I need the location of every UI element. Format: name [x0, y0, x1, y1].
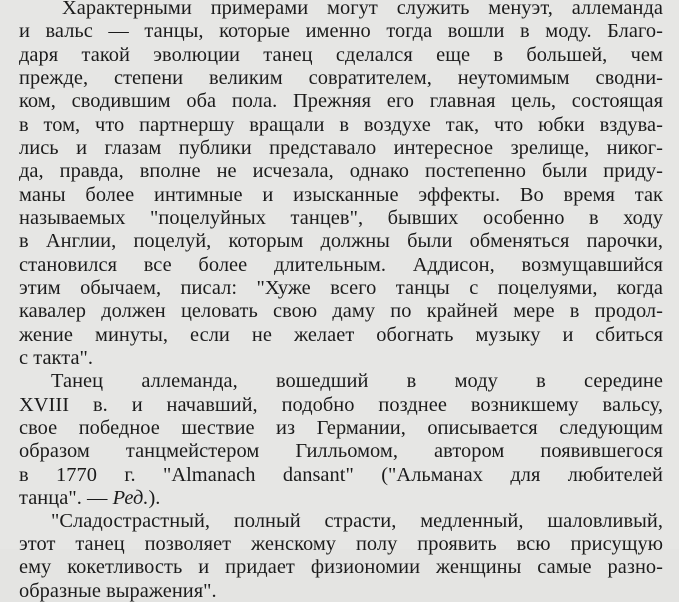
editor-note: Ред. [112, 487, 149, 509]
text-line: Танец аллеманда, вошедший в моду в середине [51, 370, 663, 392]
text-line: с такта". [19, 347, 94, 369]
text-line: "Сладострастный, полный страсти, медленный, шаловливый, [51, 510, 663, 532]
text-line: лись и глазам публики представало интересное зрелище, никог- [19, 137, 663, 159]
text-fragment: ). [148, 487, 161, 509]
text-line: ему кокетливость и придает физиономии женщины самые разно- [19, 556, 663, 578]
text-line: даря такой эволюции танец сделался еще в большей, чем [19, 44, 663, 66]
text-fragment: танца". — [19, 487, 113, 509]
text-line: в том, что партнершу вращали в воздухе так, что юбки вздува- [19, 114, 663, 136]
text-line: маны более интимные и изысканные эффекты. Во время так [19, 184, 663, 206]
text-line: XVIII в. и начавший, подобно позднее возникшему вальсу, [19, 394, 663, 416]
text-line: и вальс — танцы, которые именно тогда вошли в моду. Благо- [19, 20, 663, 42]
text-line: Характерными примерами могут служить менуэт, аллеманда [62, 0, 663, 19]
text-line: образные выражения". [19, 580, 217, 602]
text-line: ком, сводившим оба пола. Прежняя его главная цель, состоящая [19, 90, 663, 112]
text-line [19, 487, 663, 509]
text-line: в 1770 г. "Almanach dansant" ("Альманах для любителей [19, 464, 663, 486]
text-line: свое победное шествие из Германии, описывается следующим [19, 417, 663, 439]
text-line: этот танец позволяет женскому полу проявить всю присущую [19, 533, 663, 555]
text-line: этим обычаем, писал: "Хуже всего танцы с поцелуями, когда [19, 277, 663, 299]
text-line: называемых "поцелуйных танцев", бывших особенно в ходу [19, 207, 663, 229]
text-line: жение минуты, если не желает обогнать музыку и сбиться [19, 324, 663, 346]
text-line: кавалер должен целовать свою даму по крайней мере в продол- [19, 300, 663, 322]
text-line: да, правда, вполне не исчезала, однако постепенно были приду- [19, 160, 663, 182]
text-line: в Англии, поцелуй, которым должны были обменяться парочки, [19, 230, 663, 252]
text-line: прежде, степени великим совратителем, неутомимым сводни- [19, 67, 663, 89]
text-line: образом танцмейстером Гилльомом, автором появившегося [19, 440, 663, 462]
text-line: становился все более длительным. Аддисон, возмущавшийся [19, 254, 663, 276]
